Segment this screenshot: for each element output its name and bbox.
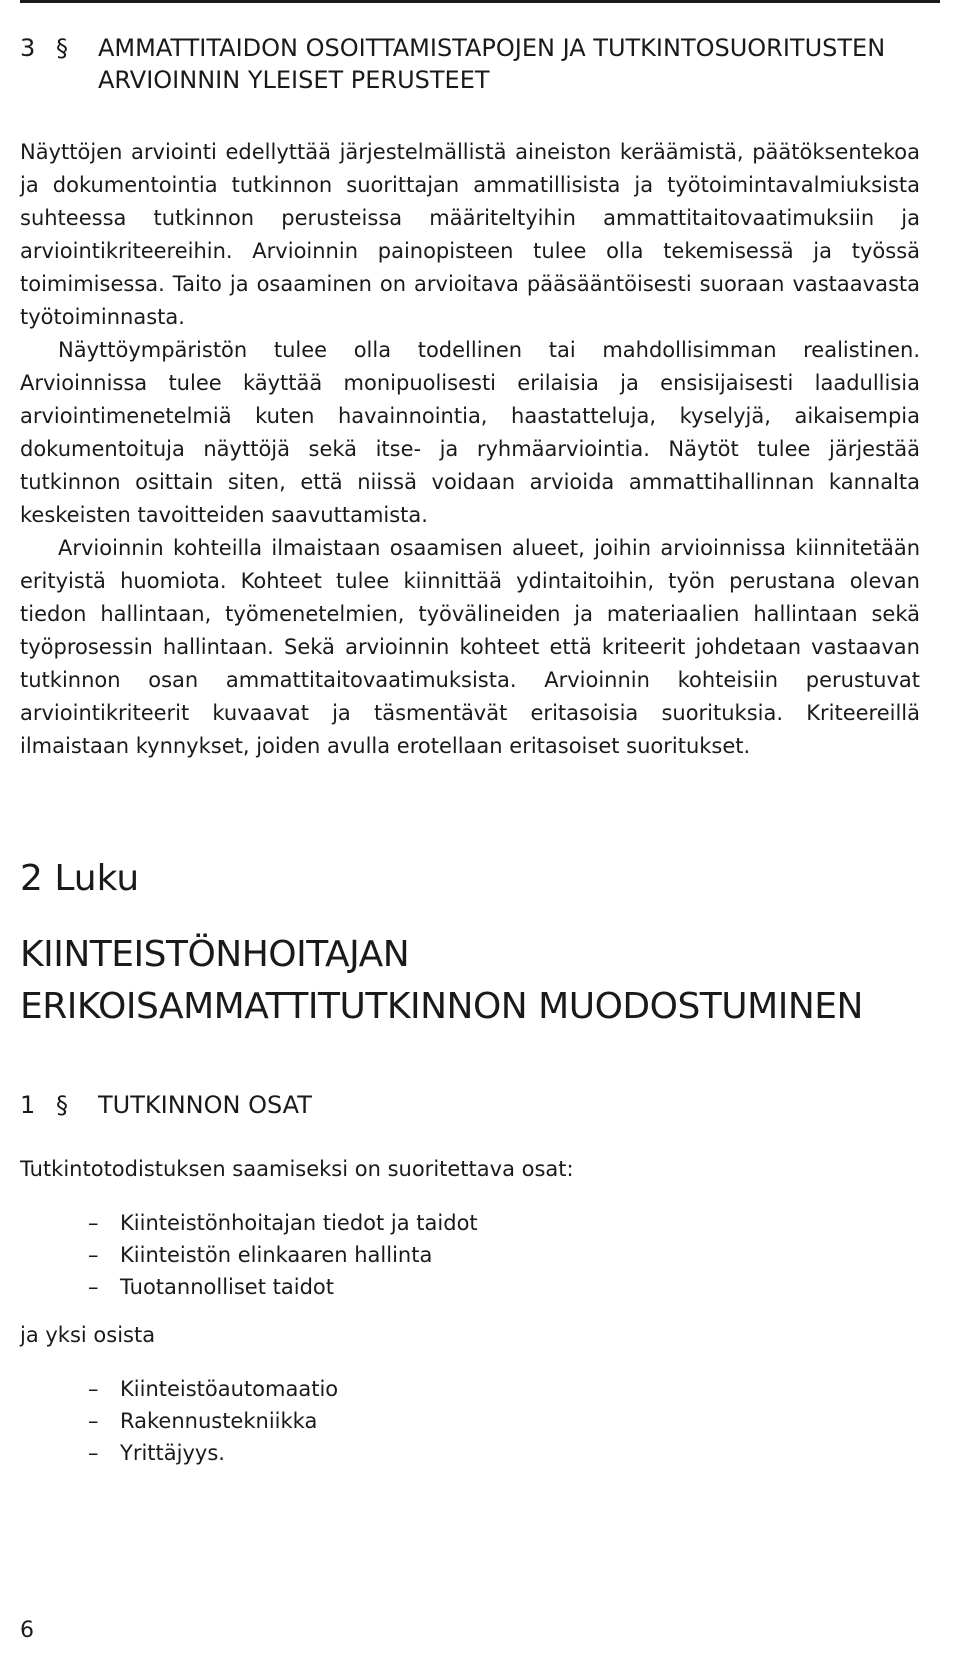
list-item [20, 1437, 920, 1469]
dash-bullet: – [88, 1441, 99, 1465]
list-item [20, 1271, 920, 1303]
section-title: TUTKINNON OSAT [98, 1091, 312, 1119]
list-item-text: Kiinteistöautomaatio [120, 1377, 339, 1401]
list-item [20, 1239, 920, 1271]
optional-parts-list [20, 1373, 920, 1469]
top-rule [20, 0, 940, 3]
dash-bullet: – [88, 1409, 99, 1433]
list-item-text: Rakennustekniikka [120, 1409, 318, 1433]
paragraph-3: Arvioinnin kohteilla ilmaistaan osaamisen alueet, joihin arvioinnissa kiinnitetään erityistä huomiota. Kohteet tulee kiinnittää ydintaitoihin, työn perustana olevan tiedon hallintaan, työmenetelmien, työvälineiden ja materiaalien hallintaan sekä työprosessin hallintaan. Sekä arvioinnin kohteet että kriteerit johdetaan vastaavan tutkinnon osan ammattitaitovaatimuksista. Arvioinnin kohteisiin perustuvat arviointikriteerit kuvaavat ja täsmentävät eritasoisia suorituksia. Kriteereillä ilmaistaan kynnykset, joiden avulla erotellaan eritasoiset suoritukset. [20, 536, 920, 758]
list-item [20, 1207, 920, 1239]
document-page [20, 32, 920, 1469]
required-parts-list [20, 1207, 920, 1303]
paragraph-2: Näyttöympäristön tulee olla todellinen tai mahdollisimman realistinen. Arvioinnissa tulee käyttää monipuolisesti erilaisia ja ensisijaisesti laadullisia arviointimenetelmiä kuten havainnointia, haastatteluja, kyselyjä, aikaisempia dokumentoituja näyttöjä sekä itse- ja ryhmäarviointia. Näytöt tulee järjestää tutkinnon osittain siten, että niissä voidaan arvioida ammattihallinnan kannalta keskeisten tavoitteiden saavuttamista. [20, 338, 920, 527]
chapter-label: 2 Luku [20, 858, 140, 899]
section-title: AMMATTITAIDON OSOITTAMISTAPOJEN JA TUTKINTOSUORITUSTEN ARVIOINNIN YLEISET PERUSTEET [98, 34, 886, 94]
list-item [20, 1405, 920, 1437]
list-item-text: Tuotannolliset taidot [120, 1275, 334, 1299]
list-item-text: Yrittäjyys. [120, 1441, 225, 1465]
section-1-heading [20, 1089, 920, 1121]
list-item-text: Kiinteistön elinkaaren hallinta [120, 1243, 433, 1267]
section-3-heading [20, 32, 920, 96]
dash-bullet: – [88, 1243, 99, 1267]
section-number: 3 [20, 34, 36, 62]
list-item [20, 1373, 920, 1405]
paragraph-1: Näyttöjen arviointi edellyttää järjestelmällistä aineiston keräämistä, päätöksentekoa ja dokumentointia tutkinnon suorittajan ammatillisista ja työtoimintavalmiuksista suhteessa tutkinnon perusteissa määriteltyihin ammattitaitovaatimuksiin ja arviointikriteereihin. Arvioinnin painopisteen tulee olla tekemisessä ja työssä toimimisessa. Taito ja osaaminen on arvioitava pääsääntöisesti suoraan vastaavasta työtoiminnasta. [20, 140, 920, 329]
dash-bullet: – [88, 1377, 99, 1401]
dash-bullet: – [88, 1275, 99, 1299]
section-symbol: § [56, 34, 68, 62]
dash-bullet: – [88, 1211, 99, 1235]
section-symbol: § [56, 1091, 68, 1119]
page-number: 6 [20, 1618, 34, 1643]
list-item-text: Kiinteistönhoitajan tiedot ja taidot [120, 1211, 478, 1235]
optional-parts-intro: ja yksi osista [20, 1323, 156, 1347]
chapter-title: KIINTEISTÖNHOITAJAN ERIKOISAMMATTITUTKINNON MUODOSTUMINEN [20, 934, 863, 1027]
required-parts-intro: Tutkintotodistuksen saamiseksi on suoritettava osat: [20, 1157, 574, 1181]
section-number: 1 [20, 1091, 36, 1119]
